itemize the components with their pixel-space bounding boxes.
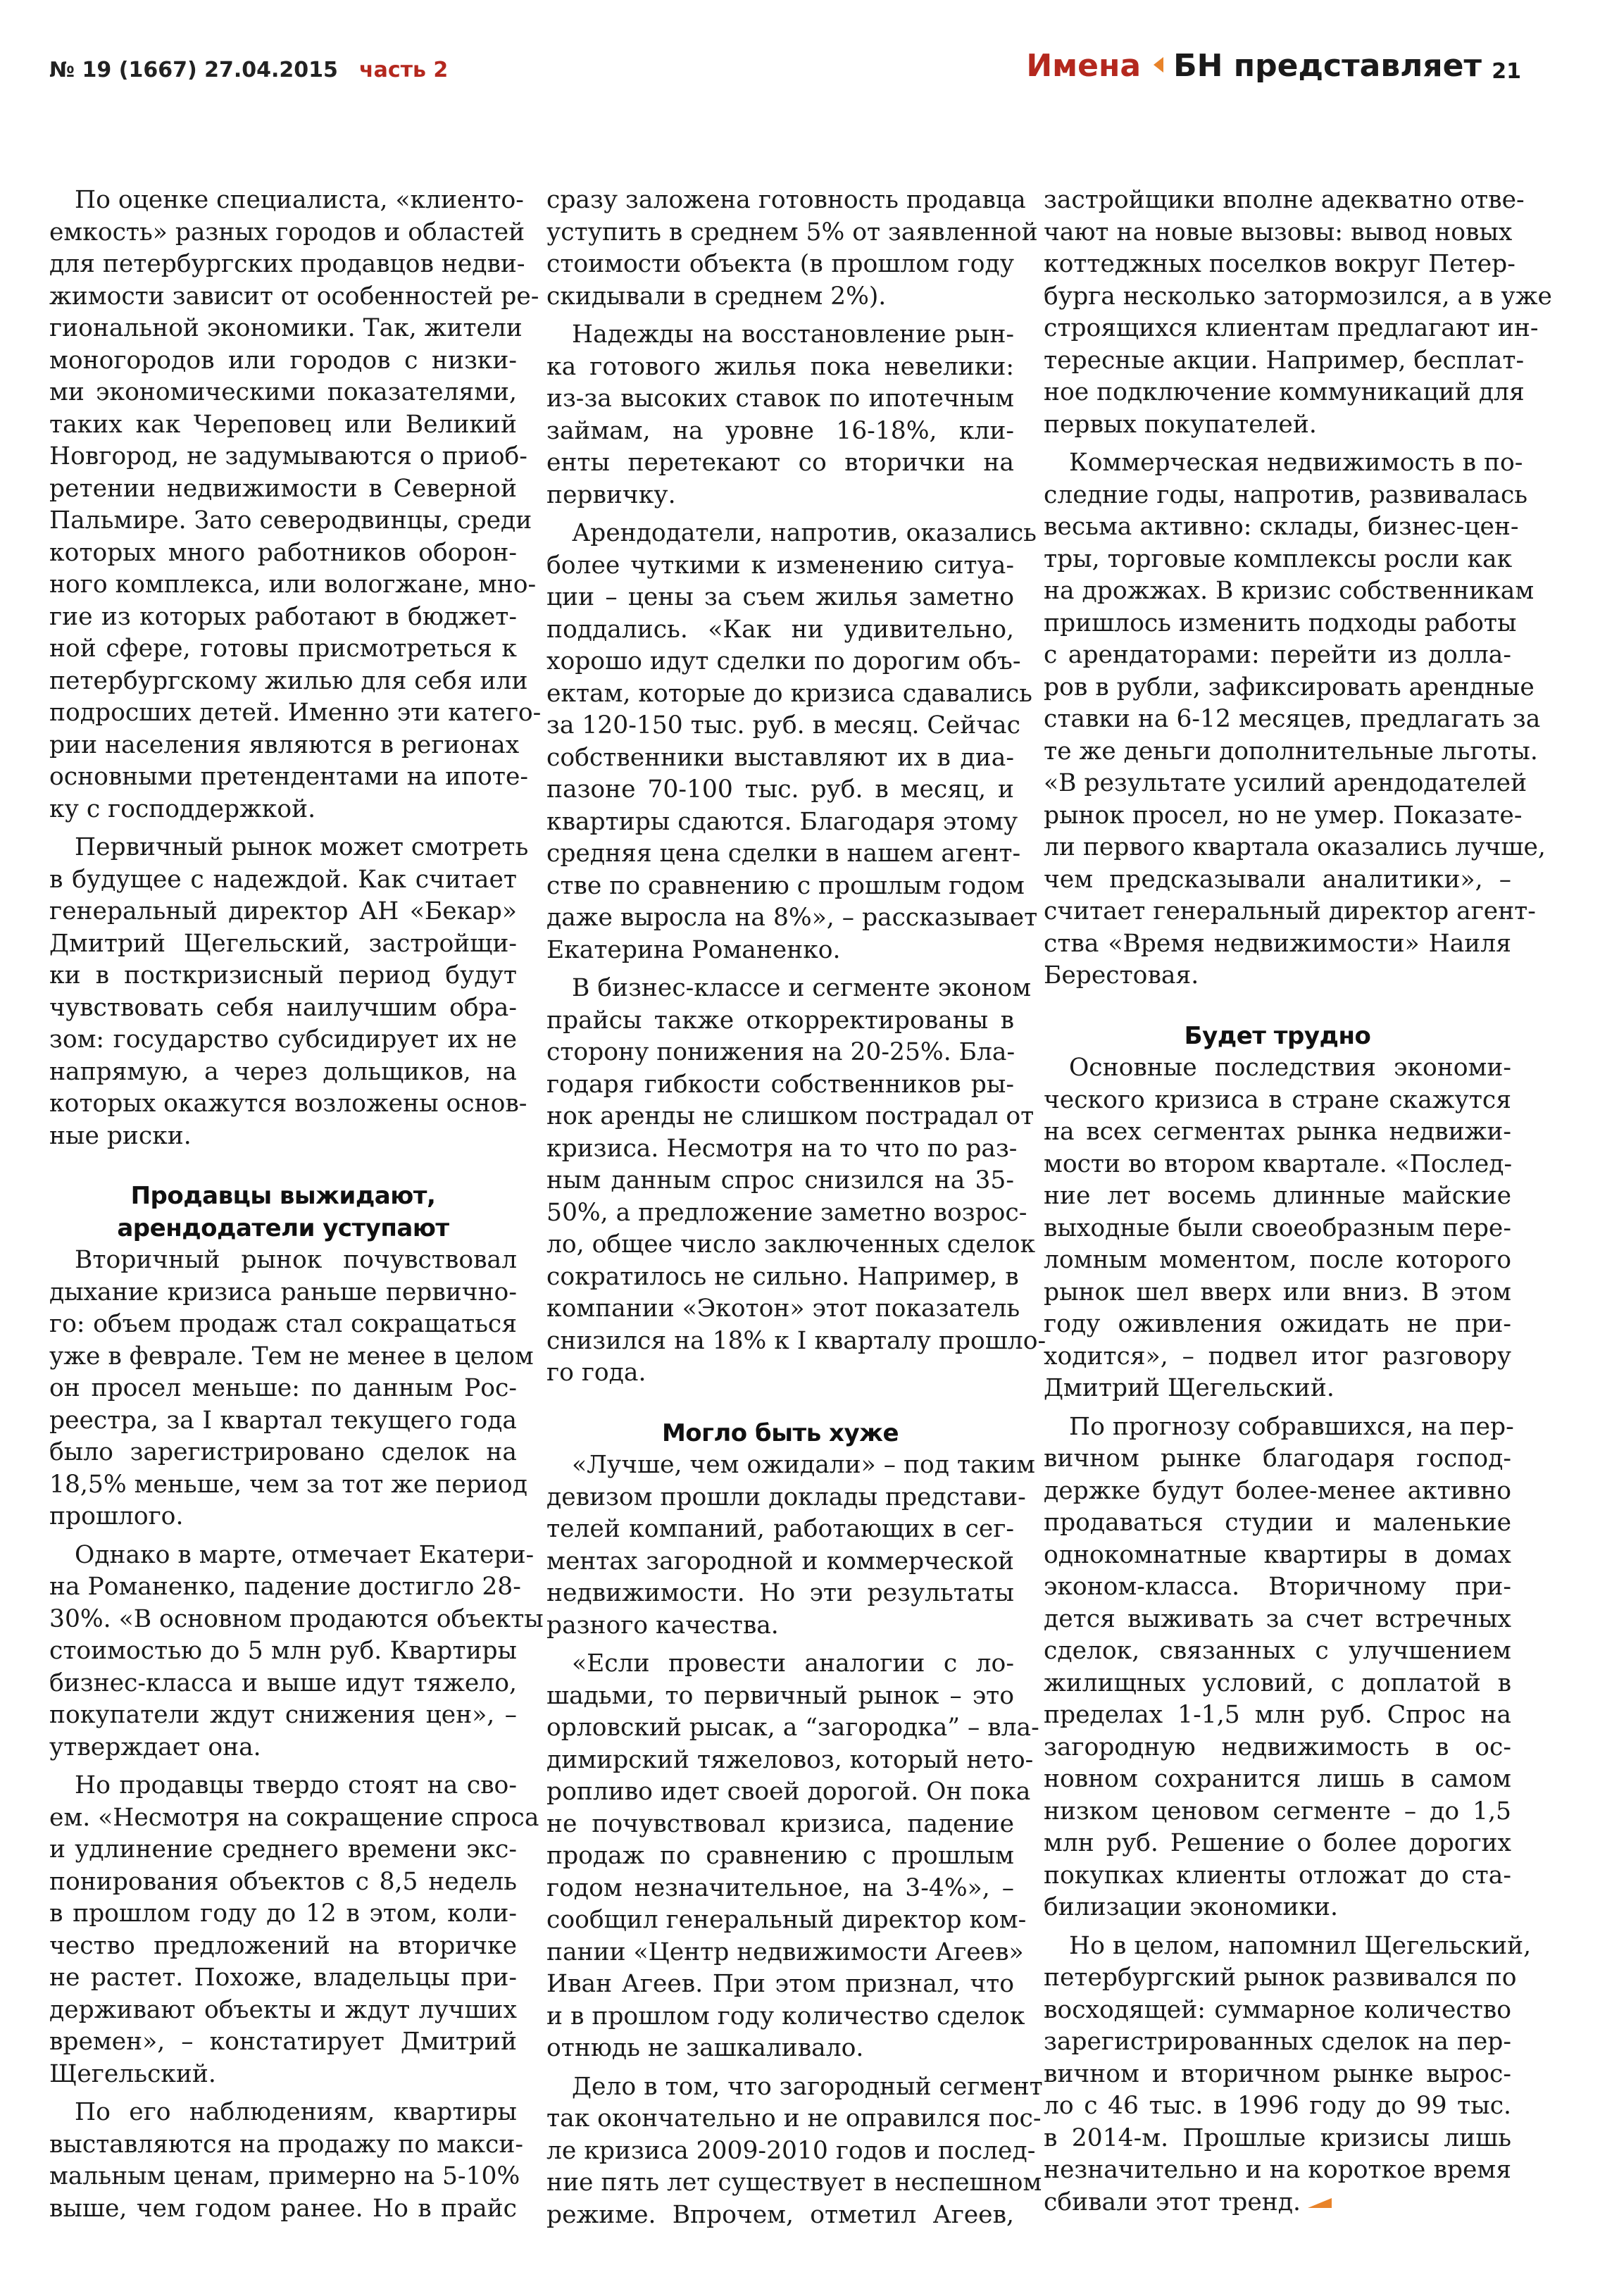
text-line: годом незначительное, на 3-4%», – bbox=[546, 1873, 1014, 1902]
text-line: Основные последствия экономи- bbox=[1069, 1054, 1511, 1082]
text-line: Новгород, не задумываются о приоб- bbox=[49, 442, 527, 470]
text-line: рынок просел, но не умер. Показате- bbox=[1044, 801, 1523, 830]
text-line: чают на новые вызовы: вывод новых bbox=[1044, 218, 1513, 247]
page-header bbox=[49, 48, 1521, 100]
text-line: не растет. Похоже, владельцы при- bbox=[49, 1964, 517, 1992]
end-mark-icon bbox=[1308, 2198, 1332, 2208]
section-label: Имена bbox=[1026, 48, 1142, 84]
text-line: на дрожжах. В кризис собственникам bbox=[1044, 577, 1535, 605]
text-line: млн руб. Решение о более дорогих bbox=[1044, 1829, 1511, 1857]
text-line: зарегистрированных сделок на пер- bbox=[1044, 2028, 1511, 2056]
text-line: на всех сегментах рынка недвижи- bbox=[1044, 1118, 1511, 1146]
text-line: Пальмире. Зато северодвинцы, среди bbox=[49, 506, 532, 535]
text-line: продаж по сравнению с прошлым bbox=[546, 1842, 1014, 1870]
text-line: «В результате усилий арендодателей bbox=[1044, 769, 1527, 797]
text-line: и в прошлом году количество сделок bbox=[546, 2002, 1025, 2030]
paragraph bbox=[1044, 1411, 1514, 1924]
text-line: По прогнозу собравшихся, на пер- bbox=[1069, 1412, 1514, 1441]
text-line: займам, на уровне 16-18%, кли- bbox=[546, 416, 1014, 445]
paragraph bbox=[1044, 185, 1552, 441]
text-line: орловский рысак, а “загородка” – вла- bbox=[546, 1714, 1039, 1742]
text-line: Арендодатели, напротив, оказались bbox=[572, 519, 1037, 547]
text-line: ной сфере, готовы присмотреться к bbox=[49, 635, 517, 663]
text-line: продаваться студии и маленькие bbox=[1044, 1509, 1511, 1537]
text-line: стве по сравнению с прошлым годом bbox=[546, 871, 1025, 900]
text-line: покупках клиенты отложат до ста- bbox=[1044, 1861, 1511, 1890]
text-line: ектам, которые до кризиса сдавались bbox=[546, 679, 1032, 708]
text-line: сразу заложена готовность продавца bbox=[546, 186, 1026, 214]
text-line: Дмитрий Щегельский, застройщи- bbox=[49, 929, 517, 958]
paragraph bbox=[546, 1648, 1039, 2065]
page-number: 21 bbox=[1492, 59, 1521, 84]
text-line: генеральный директор АН «Бекар» bbox=[49, 897, 517, 925]
text-line: поддались. «Как ни удивительно, bbox=[546, 615, 1014, 644]
text-line: чувствовать себя наилучшим обра- bbox=[49, 993, 517, 1022]
text-line: 50%, а предложение заметно возрос- bbox=[546, 1198, 1027, 1227]
text-line: В бизнес-классе и сегменте эконом bbox=[572, 974, 1032, 1002]
section-heading: Могло быть хуже bbox=[661, 1418, 899, 1447]
text-line: го года. bbox=[546, 1359, 646, 1387]
article-column-1 bbox=[49, 185, 544, 2225]
text-line: ное подключение коммуникаций для bbox=[1044, 378, 1525, 406]
text-line: Дело в том, что загородный сегмент bbox=[572, 2072, 1043, 2101]
text-line: ного комплекса, или вологжане, мно- bbox=[49, 570, 537, 599]
text-line: тересные акции. Например, бесплат- bbox=[1044, 346, 1525, 375]
text-line: прошлого. bbox=[49, 1502, 184, 1530]
text-line: квартиры сдаются. Благодаря этому bbox=[546, 807, 1018, 836]
text-line: «Если провести аналогии с ло- bbox=[572, 1649, 1014, 1678]
rubric bbox=[1026, 48, 1482, 84]
text-line: ми экономическими показателями, bbox=[49, 378, 517, 406]
text-line: ные риски. bbox=[49, 1121, 192, 1150]
text-line: енты перетекают со вторички на bbox=[546, 449, 1014, 477]
text-line: хорошо идут сделки по дорогим объ- bbox=[546, 647, 1021, 675]
text-line: незначительно и на короткое время bbox=[1044, 2156, 1511, 2184]
text-line: следние годы, напротив, развивалась bbox=[1044, 480, 1528, 509]
text-line: петербургскому жилью для себя или bbox=[49, 666, 528, 695]
text-line: напрямую, а через дольщиков, на bbox=[49, 1057, 517, 1086]
text-line: первичку. bbox=[546, 480, 676, 509]
text-line: эконом-класса. Вторичному при- bbox=[1044, 1573, 1511, 1601]
text-line: Иван Агеев. При этом признал, что bbox=[546, 1970, 1014, 1998]
text-line: Берестовая. bbox=[1044, 961, 1199, 990]
text-line: рии населения являются в регионах bbox=[49, 730, 520, 759]
part-label: часть 2 bbox=[359, 58, 449, 82]
section-heading: арендодатели уступают bbox=[117, 1213, 449, 1242]
text-line: Екатерина Романенко. bbox=[546, 935, 841, 964]
text-line: гиональной экономики. Так, жители bbox=[49, 314, 523, 342]
text-line: чество предложений на вторичке bbox=[49, 1931, 517, 1960]
text-line: новном сохранится лишь в самом bbox=[1044, 1765, 1511, 1793]
text-line: из-за высоких ставок по ипотечным bbox=[546, 385, 1014, 413]
text-line: таких как Череповец или Великий bbox=[49, 410, 517, 439]
text-line: ли первого квартала оказались лучше, bbox=[1044, 833, 1546, 861]
text-line: уже в феврале. Тем не менее в целом bbox=[49, 1342, 534, 1371]
text-line: вичном рынке благодаря господ- bbox=[1044, 1445, 1511, 1473]
text-line: считает генеральный директор агент- bbox=[1044, 897, 1536, 925]
text-line: так окончательно и не оправился пос- bbox=[546, 2104, 1042, 2133]
text-line: Коммерческая недвижимость в по- bbox=[1069, 449, 1523, 477]
text-line: выше, чем годом ранее. Но в прайс bbox=[49, 2194, 517, 2223]
text-line: ло, общее число заключенных сделок bbox=[546, 1230, 1036, 1259]
text-line: ка готового жилья пока невелики: bbox=[546, 352, 1014, 381]
text-line: моногородов или городов с низки- bbox=[49, 346, 517, 375]
text-line: выставляются на продажу по макси- bbox=[49, 2130, 524, 2159]
text-line: Однако в марте, отмечает Екатери- bbox=[75, 1540, 535, 1569]
text-line: ропливо идет своей дорогой. Он пока bbox=[546, 1778, 1031, 1806]
text-line: было зарегистрировано сделок на bbox=[49, 1438, 517, 1466]
text-line: первых покупателей. bbox=[1044, 410, 1317, 439]
paragraph bbox=[546, 2071, 1043, 2232]
text-line: разного качества. bbox=[546, 1611, 779, 1640]
text-line: он просел меньше: по данным Рос- bbox=[49, 1374, 517, 1402]
text-line: ки в посткризисный период будут bbox=[49, 961, 517, 990]
text-line: основными претендентами на ипоте- bbox=[49, 763, 529, 791]
text-line: выходные были своеобразным пере- bbox=[1044, 1213, 1511, 1242]
text-line: шадьми, то первичный рынок – это bbox=[546, 1681, 1014, 1710]
text-line: пришлось изменить подходы работы bbox=[1044, 609, 1517, 637]
text-line: петербургский рынок развивался по bbox=[1044, 1964, 1517, 1992]
text-line: чем предсказывали аналитики», – bbox=[1044, 865, 1511, 894]
text-line: сторону понижения на 20-25%. Бла- bbox=[546, 1038, 1015, 1066]
text-line: девизом прошли доклады представи- bbox=[546, 1483, 1026, 1511]
text-line: однокомнатные квартиры в домах bbox=[1044, 1540, 1511, 1569]
arrow-left-icon bbox=[1154, 57, 1163, 73]
text-line: ретении недвижимости в Северной bbox=[49, 474, 517, 503]
text-line: ставки на 6-12 месяцев, предлагать за bbox=[1044, 705, 1541, 733]
text-line: Дмитрий Щегельский. bbox=[1044, 1374, 1335, 1402]
paragraph bbox=[49, 2097, 524, 2225]
text-line: ние пять лет существует в неспешном bbox=[546, 2169, 1042, 2197]
text-line: жилищных условий, с доплатой в bbox=[1044, 1668, 1511, 1697]
article-column-2 bbox=[546, 185, 1046, 2231]
text-line: ло с 46 тыс. в 1996 году до 99 тыс. bbox=[1044, 2092, 1511, 2120]
text-line: подросших детей. Именно эти катего- bbox=[49, 699, 542, 727]
text-line: ходится», – подвел итог разговору bbox=[1044, 1342, 1511, 1371]
paragraph bbox=[546, 973, 1046, 1390]
text-line: Щегельский. bbox=[49, 2059, 216, 2088]
text-line: ства «Время недвижимости» Наиля bbox=[1044, 929, 1511, 958]
text-line: в будущее с надеждой. Как считает bbox=[49, 865, 517, 894]
text-line: ле кризиса 2009-2010 годов и послед- bbox=[546, 2136, 1036, 2165]
text-line: мости во втором квартале. «Послед- bbox=[1044, 1149, 1513, 1178]
text-line: дется выживать за счет встречных bbox=[1044, 1604, 1511, 1633]
text-line: уступить в среднем 5% от заявленной bbox=[546, 218, 1038, 247]
text-line: ку с господдержкой. bbox=[49, 794, 316, 823]
text-line: ческого кризиса в стране скажутся bbox=[1044, 1085, 1511, 1114]
text-line: 30%. «В основном продаются объекты bbox=[49, 1604, 544, 1633]
text-line: Вторичный рынок почувствовал bbox=[75, 1246, 517, 1274]
paragraph bbox=[49, 1244, 534, 1533]
text-line: отнюдь не зашкаливало. bbox=[546, 2034, 864, 2062]
text-line: застройщики вполне адекватно отве- bbox=[1044, 186, 1525, 214]
text-line: строящихся клиентам предлагают ин- bbox=[1044, 314, 1539, 342]
text-line: держке будут более-менее активно bbox=[1044, 1476, 1511, 1505]
paragraph bbox=[1044, 1930, 1532, 2219]
paragraph bbox=[546, 518, 1038, 966]
paragraph bbox=[1044, 447, 1546, 992]
text-line: в 2014-м. Прошлые кризисы лишь bbox=[1044, 2123, 1511, 2152]
text-line: емкость» разных городов и областей bbox=[49, 218, 525, 247]
text-line: загородную недвижимость в ос- bbox=[1044, 1733, 1511, 1761]
text-line: которых много работников оборон- bbox=[49, 538, 517, 567]
text-line: компании «Экотон» этот показатель bbox=[546, 1294, 1020, 1323]
text-line: ломным моментом, после которого bbox=[1044, 1246, 1511, 1274]
text-line: которых окажутся возложены основ- bbox=[49, 1090, 527, 1118]
text-line: коттеджных поселков вокруг Петер- bbox=[1044, 250, 1515, 278]
text-line: в прошлом году до 12 в этом, коли- bbox=[49, 1899, 517, 1928]
text-line: те же деньги дополнительные льготы. bbox=[1044, 737, 1538, 766]
text-line: стоимостью до 5 млн руб. Квартиры bbox=[49, 1637, 517, 1665]
text-line: сократилось не сильно. Например, в bbox=[546, 1262, 1019, 1291]
text-line: Но в целом, напомнил Щегельский, bbox=[1069, 1931, 1532, 1960]
text-line: димирский тяжеловоз, который нето- bbox=[546, 1745, 1034, 1774]
text-line: гие из которых работают в бюджет- bbox=[49, 602, 517, 631]
text-line: году оживления ожидать не при- bbox=[1044, 1310, 1511, 1338]
text-line: тры, торговые комплексы росли как bbox=[1044, 544, 1513, 573]
text-line: ным данным спрос снизился на 35- bbox=[546, 1166, 1014, 1194]
text-line: годаря гибкости собственников ры- bbox=[546, 1070, 1014, 1099]
text-line: По его наблюдениям, квартиры bbox=[75, 2098, 517, 2126]
issue-info: № 19 (1667) 27.04.2015 bbox=[49, 58, 338, 82]
text-line: билизации экономики. bbox=[1044, 1893, 1338, 1921]
rubric-label: БН представляет bbox=[1173, 48, 1482, 84]
text-line: режиме. Впрочем, отметил Агеев, bbox=[546, 2200, 1014, 2229]
text-line: средняя цена сделки в нашем агент- bbox=[546, 840, 1021, 868]
text-line: времен», – констатирует Дмитрий bbox=[49, 2028, 517, 2056]
text-line: ние лет восемь длинные майские bbox=[1044, 1182, 1511, 1210]
text-line: более чуткими к изменению ситуа- bbox=[546, 551, 1014, 580]
text-line: Первичный рынок может смотреть bbox=[75, 833, 529, 861]
text-line: снизился на 18% к I кварталу прошло- bbox=[546, 1326, 1046, 1355]
text-line: Надежды на восстановление рын- bbox=[572, 320, 1014, 349]
text-line: стоимости объекта (в прошлом году bbox=[546, 250, 1014, 278]
text-line: дыхание кризиса раньше первично- bbox=[49, 1278, 517, 1306]
text-line: даже выросла на 8%», – рассказывает bbox=[546, 904, 1038, 932]
text-line: жимости зависит от особенностей ре- bbox=[49, 282, 539, 311]
text-line: телей компаний, работающих в сег- bbox=[546, 1515, 1014, 1543]
text-line: вичном и вторичном рынке вырос- bbox=[1044, 2059, 1511, 2088]
article-column-3 bbox=[1044, 185, 1552, 2219]
text-line: сделок, связанных с улучшением bbox=[1044, 1637, 1511, 1665]
text-line: восходящей: суммарное количество bbox=[1044, 1995, 1511, 2024]
text-line: для петербургских продавцов недви- bbox=[49, 250, 525, 278]
text-line: бизнес-класса и выше идут тяжело, bbox=[49, 1668, 517, 1697]
section-heading: Продавцы выжидают, bbox=[130, 1182, 436, 1210]
text-line: скидывали в среднем 2%). bbox=[546, 282, 887, 311]
text-line: нок аренды не слишком пострадал от bbox=[546, 1102, 1035, 1130]
paragraph bbox=[1044, 1052, 1511, 1405]
text-line: недвижимости. Но эти результаты bbox=[546, 1579, 1014, 1607]
text-line: с арендаторами: перейти из долла- bbox=[1044, 641, 1511, 669]
text-line: покупатели ждут снижения цен», – bbox=[49, 1701, 517, 1729]
text-line: кризиса. Несмотря на то что по раз- bbox=[546, 1134, 1018, 1163]
section-heading: Будет трудно bbox=[1184, 1021, 1371, 1050]
paragraph bbox=[49, 185, 542, 825]
text-line: прайсы также откорректированы в bbox=[546, 1006, 1014, 1035]
text-line: и удлинение среднего времени экс- bbox=[49, 1835, 517, 1864]
text-line: собственники выставляют их в диа- bbox=[546, 743, 1014, 772]
text-line: за 120-150 тыс. руб. в месяц. Сейчас bbox=[546, 711, 1020, 740]
text-line: го: объем продаж стал сокращаться bbox=[49, 1310, 517, 1338]
text-line: низком ценовом сегменте – до 1,5 bbox=[1044, 1797, 1511, 1826]
text-line: 18,5% меньше, чем за тот же период bbox=[49, 1470, 527, 1499]
text-line: ров в рубли, зафиксировать арендные bbox=[1044, 673, 1535, 701]
text-line: ем. «Несмотря на сокращение спроса bbox=[49, 1803, 539, 1832]
paragraph bbox=[546, 1449, 1035, 1642]
text-line: «Лучше, чем ожидали» – под таким bbox=[572, 1451, 1035, 1479]
text-line: весьма активно: склады, бизнес-цен- bbox=[1044, 513, 1519, 541]
text-line: сбивали этот тренд. bbox=[1044, 2187, 1511, 2219]
paragraph bbox=[49, 1770, 539, 2090]
text-line: понирования объектов с 8,5 недель bbox=[49, 1867, 517, 1896]
text-line: По оценке специалиста, «клиенто- bbox=[75, 186, 524, 214]
text-line: сообщил генеральный директор ком- bbox=[546, 1906, 1027, 1934]
paragraph bbox=[49, 832, 529, 1152]
text-line: зом: государство субсидирует их не bbox=[49, 1025, 517, 1054]
text-line: рынок шел вверх или вниз. В этом bbox=[1044, 1278, 1511, 1306]
text-line: пании «Центр недвижимости Агеев» bbox=[546, 1938, 1024, 1966]
text-line: реестра, за I квартал текущего года bbox=[49, 1406, 517, 1435]
text-line: пазоне 70-100 тыс. руб. в месяц, и bbox=[546, 775, 1014, 804]
text-line: ции – цены за съем жилья заметно bbox=[546, 583, 1014, 611]
text-line: ментах загородной и коммерческой bbox=[546, 1547, 1014, 1576]
paragraph bbox=[49, 1540, 544, 1764]
text-line: утверждает она. bbox=[49, 1733, 261, 1761]
text-line: держивают объекты и ждут лучших bbox=[49, 1995, 517, 2024]
text-line: бурга несколько затормозился, а в уже bbox=[1044, 282, 1552, 311]
text-line: на Романенко, падение достигло 28- bbox=[49, 1573, 521, 1601]
text-line: не почувствовал кризиса, падение bbox=[546, 1809, 1014, 1838]
text-line: пределах 1-1,5 млн руб. Спрос на bbox=[1044, 1701, 1511, 1729]
paragraph bbox=[546, 185, 1038, 313]
text-line: мальным ценам, примерно на 5-10% bbox=[49, 2162, 520, 2190]
text-line: Но продавцы твердо стоят на сво- bbox=[75, 1771, 517, 1799]
paragraph bbox=[546, 319, 1014, 511]
